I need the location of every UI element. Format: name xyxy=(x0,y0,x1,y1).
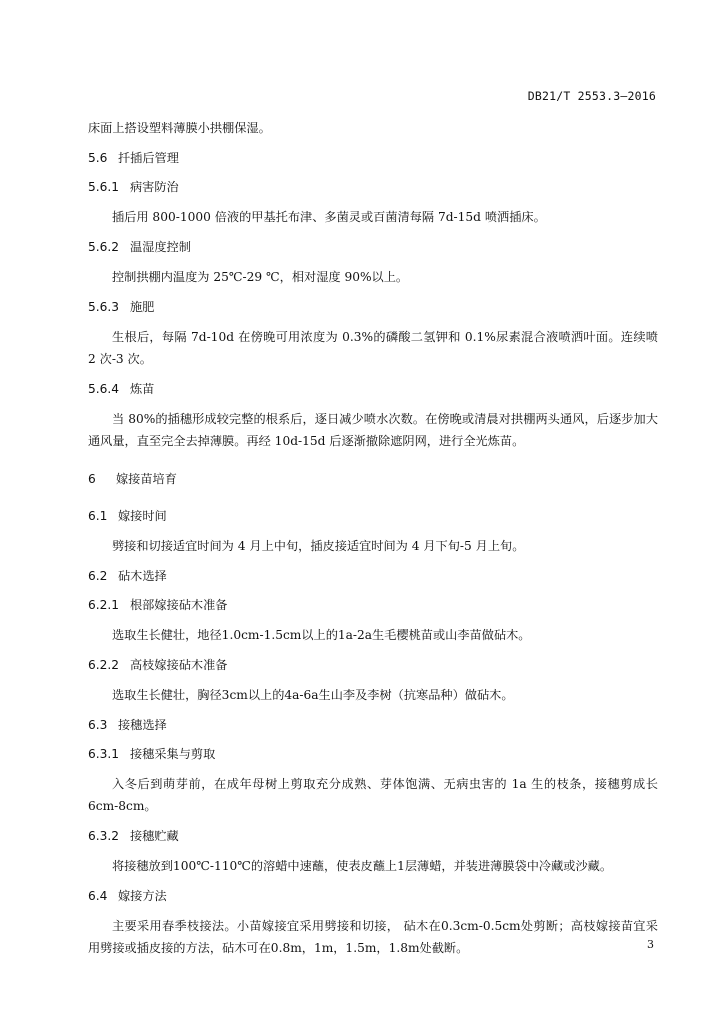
heading-6-3-1 xyxy=(88,744,658,764)
heading-number: 5.6.4 xyxy=(88,382,120,396)
heading-number: 6.2.1 xyxy=(88,598,120,612)
heading-title: 接穗采集与剪取 xyxy=(130,747,216,761)
heading-number: 5.6.2 xyxy=(88,240,120,254)
heading-6-3-2 xyxy=(88,826,658,846)
heading-number: 5.6.3 xyxy=(88,300,120,314)
heading-5-6 xyxy=(88,148,658,168)
paragraph-6-3-1: 入冬后到萌芽前，在成年母树上剪取充分成熟、芽体饱满、无病虫害的 1a 生的枝条，接穗剪成长 6cm-8cm。 xyxy=(88,777,658,813)
heading-number: 5.6 xyxy=(88,151,108,165)
heading-number: 6.4 xyxy=(88,889,108,903)
heading-5-6-3 xyxy=(88,297,658,317)
heading-title: 接穗选择 xyxy=(118,718,167,732)
paragraph-5-6-1: 插后用 800-1000 倍液的甲基托布津、多菌灵或百菌清每隔 7d-15d 喷洒插床。 xyxy=(112,210,546,224)
heading-number: 6 xyxy=(88,472,96,486)
heading-title: 嫁接方法 xyxy=(118,889,167,903)
paragraph-5-6-2: 控制拱棚内温度为 25℃-29 ℃，相对湿度 90%以上。 xyxy=(112,270,409,284)
heading-number: 6.3.1 xyxy=(88,747,120,761)
heading-number: 6.2.2 xyxy=(88,658,120,672)
heading-6 xyxy=(88,469,658,489)
heading-title: 温湿度控制 xyxy=(130,240,191,254)
document-code: DB21/T 2553.3—2016 xyxy=(527,89,656,103)
paragraph-6-2-1: 选取生长健壮，地径1.0cm-1.5cm以上的1a-2a生毛樱桃苗或山李苗做砧木。 xyxy=(112,628,531,642)
heading-title: 高枝嫁接砧木准备 xyxy=(130,658,228,672)
heading-6-3 xyxy=(88,715,658,735)
heading-6-2 xyxy=(88,566,658,586)
heading-title: 炼苗 xyxy=(130,382,155,396)
heading-title: 根部嫁接砧木准备 xyxy=(130,598,228,612)
heading-number: 6.3.2 xyxy=(88,829,120,843)
heading-6-1 xyxy=(88,506,658,526)
intro-paragraph: 床面上搭设塑料薄膜小拱棚保湿。 xyxy=(88,121,271,135)
heading-title: 砧木选择 xyxy=(118,569,167,583)
document-body xyxy=(88,117,658,959)
heading-number: 5.6.1 xyxy=(88,180,120,194)
heading-6-4 xyxy=(88,886,658,906)
paragraph-5-6-3: 生根后，每隔 7d-10d 在傍晚可用浓度为 0.3%的磷酸二氢钾和 0.1%尿素混合液喷洒叶面。连续喷 2 次-3 次。 xyxy=(88,330,658,366)
heading-5-6-2 xyxy=(88,237,658,257)
heading-title: 扦插后管理 xyxy=(118,151,179,165)
heading-title: 接穗贮藏 xyxy=(130,829,179,843)
paragraph-6-1: 劈接和切接适宜时间为 4 月上中旬，插皮接适宜时间为 4 月下旬-5 月上旬。 xyxy=(112,539,525,553)
heading-title: 施肥 xyxy=(130,300,155,314)
heading-title: 嫁接苗培育 xyxy=(116,472,177,486)
heading-5-6-1 xyxy=(88,177,658,197)
paragraph-6-4: 主要采用春季枝接法。小苗嫁接宜采用劈接和切接， 砧木在0.3cm-0.5cm处剪断；高枝嫁接苗宜采用劈接或插皮接的方法，砧木可在0.8m，1m，1.5m，1.8m处截断。 xyxy=(88,919,658,955)
heading-6-2-2 xyxy=(88,655,658,675)
heading-title: 嫁接时间 xyxy=(118,509,167,523)
paragraph-6-3-2: 将接穗放到100℃-110℃的溶蜡中速蘸，使表皮蘸上1层薄蜡，并装进薄膜袋中冷藏或沙藏。 xyxy=(112,859,613,873)
heading-number: 6.1 xyxy=(88,509,108,523)
heading-5-6-4 xyxy=(88,379,658,399)
page-number: 3 xyxy=(647,938,654,951)
paragraph-6-2-2: 选取生长健壮，胸径3cm以上的4a-6a生山李及李树（抗寒品种）做砧木。 xyxy=(112,688,514,702)
heading-title: 病害防治 xyxy=(130,180,179,194)
heading-number: 6.3 xyxy=(88,718,108,732)
heading-number: 6.2 xyxy=(88,569,108,583)
heading-6-2-1 xyxy=(88,595,658,615)
paragraph-5-6-4: 当 80%的插穗形成较完整的根系后，逐日减少喷水次数。在傍晚或清晨对拱棚两头通风，后逐步加大通风量，直至完全去掉薄膜。再经 10d-15d 后逐渐撤除遮阴网，进行全光炼苗。 xyxy=(88,412,658,448)
